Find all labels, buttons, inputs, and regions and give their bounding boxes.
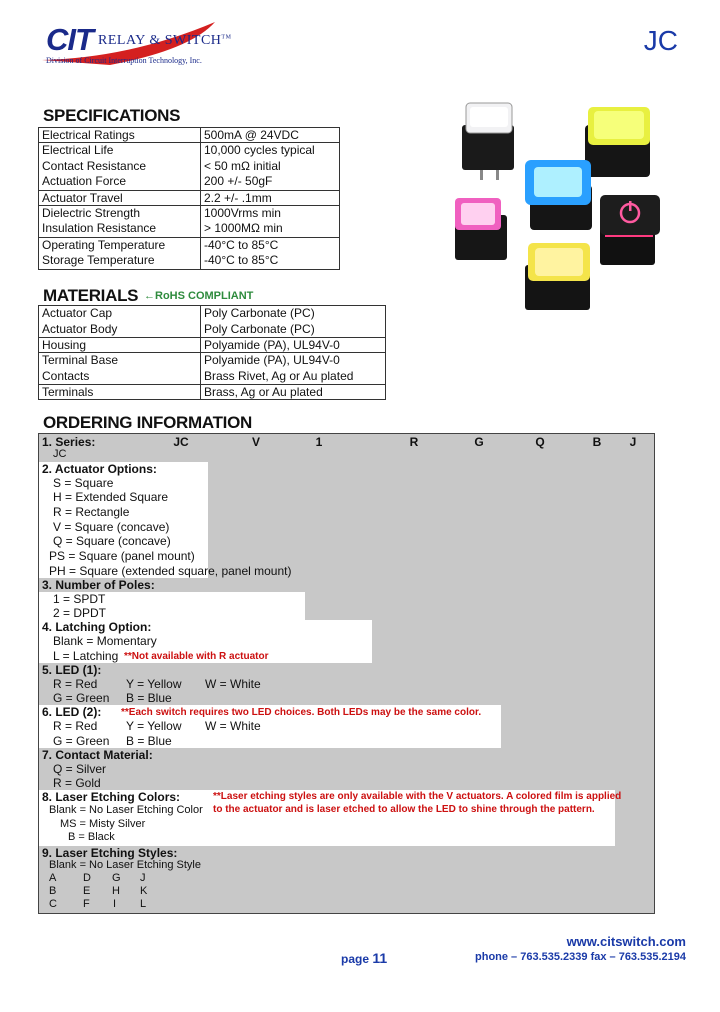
code-series: JC — [173, 435, 189, 449]
actuator-option: S = Square — [53, 476, 114, 490]
block-poles — [305, 434, 372, 620]
led2-option: G = Green — [53, 734, 110, 748]
laser-note-line2: to the actuator and is laser etched to allow the LED to shine through the pattern. — [213, 804, 595, 815]
latching-heading: 4. Latching Option: — [42, 620, 152, 634]
laser-style-letter: L — [140, 898, 147, 910]
materials-table — [38, 305, 386, 400]
laser-style-letter: B — [49, 885, 57, 897]
block-contact — [576, 434, 615, 790]
spec-label: Dielectric Strength — [42, 205, 141, 220]
laser-style-letter: K — [140, 885, 148, 897]
led1-option: G = Green — [53, 691, 110, 705]
latching-note: **Not available with R actuator — [124, 651, 269, 662]
latching-option: L = Latching — [53, 649, 119, 663]
spec-value: > 1000MΩ min — [204, 221, 283, 235]
laser-style-letter: J — [140, 872, 146, 884]
code-led1: R — [409, 435, 419, 449]
poles-heading: 3. Number of Poles: — [42, 578, 155, 592]
led1-option: W = White — [205, 677, 261, 691]
contact-numbers: phone – 763.535.2339 fax – 763.535.2194 — [475, 951, 686, 963]
spec-value: -40°C to 85°C — [204, 237, 279, 252]
laser-style-letter: I — [113, 898, 117, 910]
actuator-heading: 2. Actuator Options: — [42, 462, 157, 476]
laser-style-letter: H — [112, 885, 120, 897]
material-value: Polyamide (PA), UL94V-0 — [201, 338, 386, 353]
material-label: Terminal Base — [42, 353, 119, 367]
laser-styles-heading: 9. Laser Etching Styles: — [42, 846, 178, 860]
material-value: Brass, Ag or Au plated — [201, 385, 386, 400]
spec-value: < 50 mΩ initial — [204, 158, 281, 173]
actuator-option: H = Extended Square — [53, 490, 169, 504]
laser-style-letter: A — [49, 872, 57, 884]
material-row-group — [39, 306, 386, 338]
material-label: Terminals — [39, 385, 201, 400]
spec-row-group — [39, 237, 340, 269]
led1-option: Y = Yellow — [126, 677, 182, 691]
material-label: Contacts — [42, 368, 90, 383]
switch-power — [600, 195, 660, 265]
block-laser-color — [615, 434, 654, 846]
material-value: Brass Rivet, Ag or Au plated — [204, 368, 354, 383]
product-photo — [440, 95, 685, 320]
block-latching — [372, 434, 455, 663]
led2-option: W = White — [205, 719, 261, 733]
led2-option: R = Red — [53, 719, 98, 733]
material-label: Housing — [39, 338, 201, 353]
spec-value: 10,000 cycles typical — [204, 143, 315, 157]
spec-label: Actuation Force — [42, 174, 127, 188]
code-contact: Q — [535, 435, 545, 449]
latching-option: Blank = Momentary — [53, 634, 157, 648]
material-row — [39, 338, 386, 353]
led2-note: **Each switch requires two LED choices. Both LEDs may be the same color. — [121, 707, 482, 718]
laser-style-letter: C — [49, 898, 57, 910]
switch-blue — [525, 160, 592, 230]
switch-yellow — [525, 243, 590, 310]
poles-option: 2 = DPDT — [53, 606, 107, 620]
spec-value: 2.2 +/- .1mm — [201, 190, 340, 205]
code-laser-style: J — [629, 435, 637, 449]
spec-row — [39, 190, 340, 205]
spec-label: Operating Temperature — [42, 237, 166, 252]
material-label: Actuator Cap — [42, 306, 113, 320]
website-link[interactable]: www.citswitch.com — [566, 934, 686, 949]
laser-style-letter: G — [112, 872, 121, 884]
series-code: JC — [643, 25, 678, 56]
laser-style-letter: D — [83, 872, 91, 884]
ordering-chart — [38, 433, 655, 914]
laser-style-letter: F — [83, 898, 90, 910]
laser-note-line1: **Laser etching styles are only available with the V actuators. A colored film is applied — [213, 791, 622, 802]
spec-label: Actuator Travel — [39, 190, 201, 205]
spec-row-group — [39, 143, 340, 191]
spec-value: 500mA @ 24VDC — [201, 128, 340, 143]
laser-color-option: MS = Misty Silver — [60, 818, 146, 830]
block-actuator — [208, 434, 305, 578]
material-value: Polyamide (PA), UL94V-0 — [204, 353, 340, 367]
actuator-option: R = Rectangle — [53, 505, 130, 519]
spec-value: 1000Vrms min — [204, 205, 281, 220]
material-row — [39, 385, 386, 400]
block-led2 — [501, 434, 576, 748]
specifications-title: SPECIFICATIONS — [43, 106, 181, 125]
material-value: Poly Carbonate (PC) — [204, 321, 315, 336]
logo-division-text: Division of Circuit Interruption Technology, Inc. — [46, 56, 202, 65]
laser-color-option: B = Black — [68, 831, 115, 843]
led2-option: Y = Yellow — [126, 719, 182, 733]
laser-style-blank: Blank = No Laser Etching Style — [49, 859, 201, 871]
code-poles: 1 — [315, 435, 323, 449]
logo-relay-switch: RELAY & SWITCH™ — [98, 33, 232, 48]
contact-option: R = Gold — [53, 776, 101, 790]
spec-row-group — [39, 205, 340, 237]
actuator-option: V = Square (concave) — [53, 520, 170, 534]
material-label: Actuator Body — [42, 321, 118, 336]
laser-colors-heading: 8. Laser Etching Colors: — [42, 790, 181, 804]
switch-pink — [455, 198, 507, 260]
spec-label: Electrical Ratings — [39, 128, 201, 143]
spec-label: Insulation Resistance — [42, 221, 157, 235]
led1-option: B = Blue — [126, 691, 172, 705]
switch-clear — [462, 103, 514, 180]
code-led2: G — [474, 435, 484, 449]
material-row-group — [39, 353, 386, 385]
spec-row — [39, 128, 340, 143]
laser-color-option: Blank = No Laser Etching Color — [49, 804, 203, 816]
actuator-option: PH = Square (extended square, panel mount) — [49, 564, 292, 578]
logo-cit: CIT — [46, 22, 93, 57]
series-heading: 1. Series: — [42, 435, 96, 449]
specifications-table — [38, 127, 340, 270]
actuator-option: PS = Square (panel mount) — [49, 549, 195, 563]
code-actuator: V — [251, 435, 260, 449]
code-laser-color: B — [592, 435, 602, 449]
laser-style-letter: E — [83, 885, 91, 897]
led1-option: R = Red — [53, 677, 98, 691]
spec-value: -40°C to 85°C — [204, 253, 279, 267]
spec-label: Contact Resistance — [42, 158, 147, 173]
actuator-option: Q = Square (concave) — [53, 534, 171, 548]
page-number: page 11 — [341, 950, 388, 966]
led1-heading: 5. LED (1): — [42, 663, 102, 677]
rohs-compliant-note: ←RoHS COMPLIANT — [144, 290, 254, 302]
switch-yellow-green — [585, 107, 650, 177]
poles-option: 1 = SPDT — [53, 592, 106, 606]
spec-value: 200 +/- 50gF — [204, 174, 273, 188]
led2-heading: 6. LED (2): — [42, 705, 102, 719]
ordering-title: ORDERING INFORMATION — [43, 413, 253, 432]
spec-label: Electrical Life — [42, 143, 114, 157]
materials-title: MATERIALS — [43, 286, 139, 305]
series-option: JC — [53, 448, 67, 460]
led2-option: B = Blue — [126, 734, 172, 748]
contact-heading: 7. Contact Material: — [42, 748, 153, 762]
spec-label: Storage Temperature — [42, 253, 155, 267]
material-value: Poly Carbonate (PC) — [204, 306, 315, 320]
contact-option: Q = Silver — [53, 762, 107, 776]
